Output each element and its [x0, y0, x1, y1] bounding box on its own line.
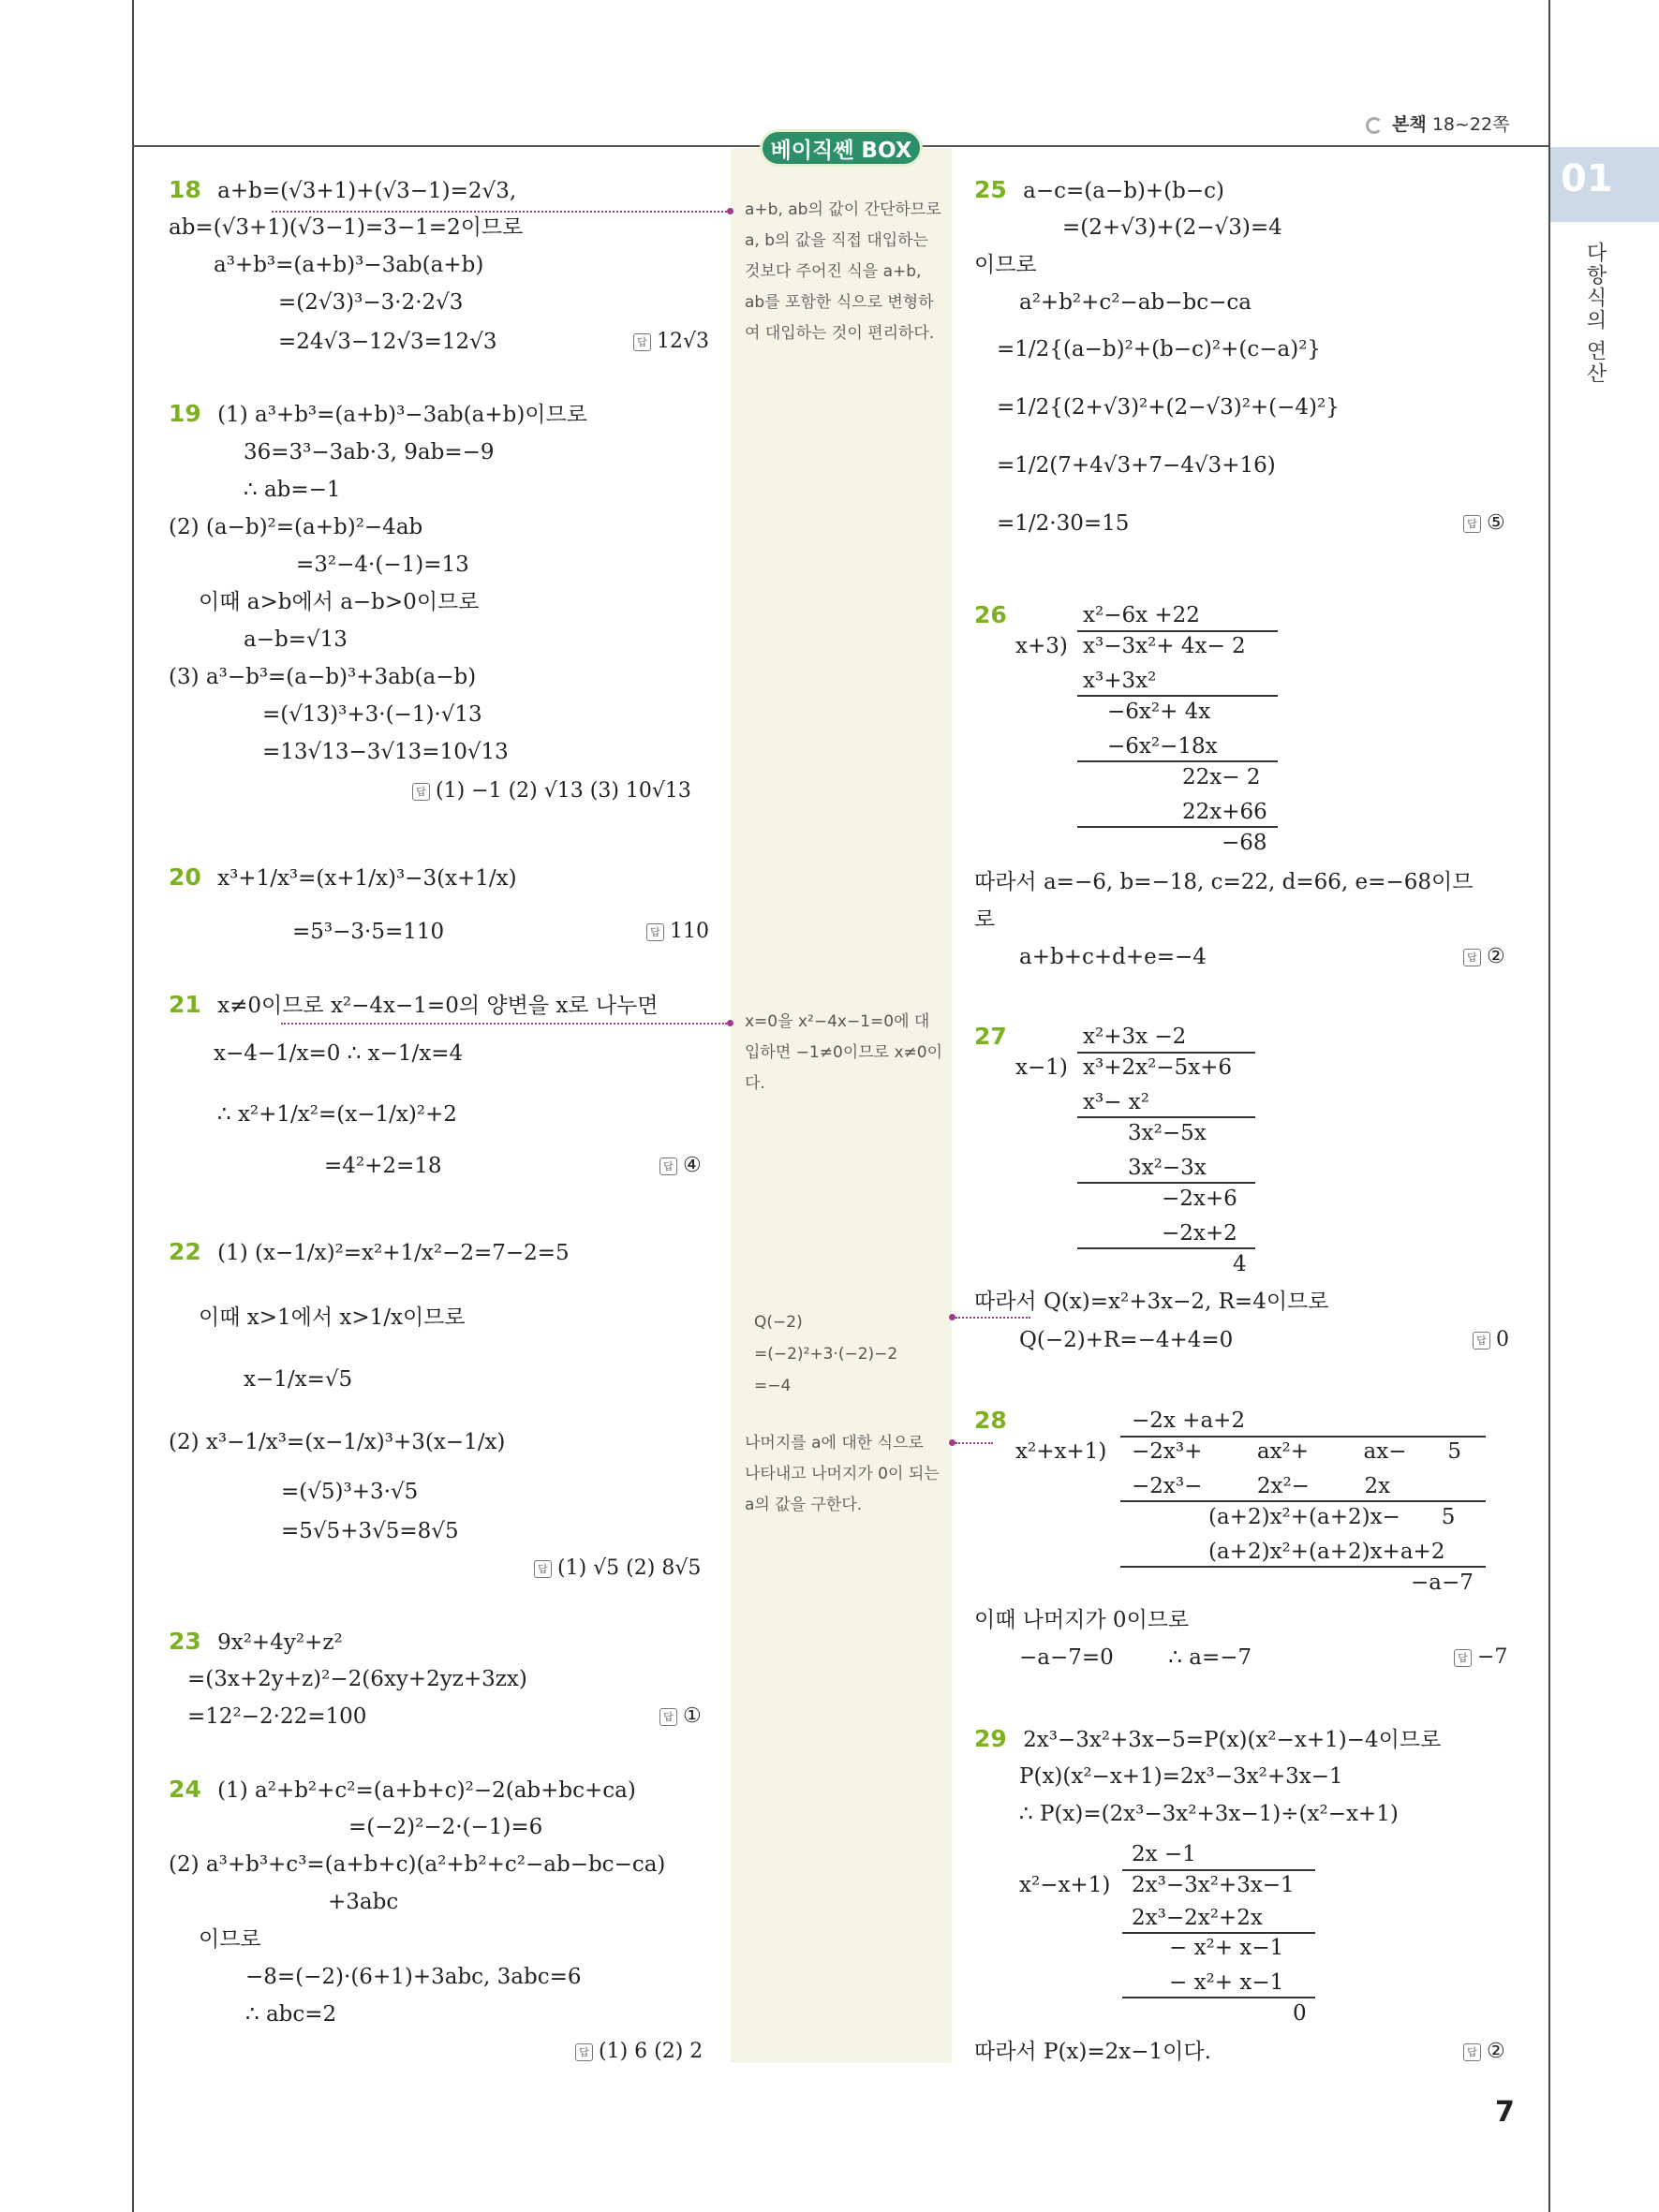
solution-line: =3²−4·(−1)=13 [296, 553, 469, 577]
division-step: −2x+2 [1162, 1221, 1237, 1246]
problem-number: 25 [974, 176, 1007, 203]
ref-pages: 18~22쪽 [1431, 114, 1510, 135]
solution-line: +3abc [328, 1890, 399, 1914]
solution-line: (1) a²+b²+c²=(a+b+c)²−2(ab+bc+ca) [217, 1778, 636, 1803]
solution-line: a−c=(a−b)+(b−c) [1023, 179, 1224, 203]
division-dividend: 2x³−3x²+3x−1 [1132, 1873, 1295, 1897]
division-remainder: −a−7 [1411, 1571, 1474, 1595]
division-step: 3x²−3x [1128, 1156, 1207, 1180]
division-quotient: x²−6x +22 [1083, 603, 1200, 627]
solution-line: =13√13−3√13=10√13 [262, 740, 509, 764]
solution-line: =(√13)³+3·(−1)·√13 [262, 702, 482, 727]
problem-number: 21 [169, 991, 201, 1018]
division-rule [1077, 1116, 1255, 1118]
division-divisor: x+3) [1015, 634, 1068, 658]
answer-icon: 답 [633, 333, 651, 351]
answer-value: 110 [670, 920, 709, 943]
divisor-text: x+3 [1015, 634, 1059, 658]
solution-line: =1/2(7+4√3+7−4√3+16) [997, 453, 1276, 478]
box-note-18: a+b, ab의 값이 간단하므로 a, b의 값을 직접 대입하는 것보다 주어진 식을 a+b, ab를 포함한 식으로 변형하여 대입하는 것이 편리하다. [745, 200, 941, 343]
division-step: (a+2)x²+(a+2)x+a+2 [1208, 1540, 1445, 1564]
answer-value: (1) 6 (2) 2 [599, 2040, 704, 2063]
solution-line: 이므로 [974, 253, 1037, 277]
page-reference [1366, 111, 1509, 136]
divisor-text: x−1 [1015, 1055, 1059, 1080]
division-step: 2x³−2x²+2x [1132, 1906, 1263, 1930]
answer-23 [659, 1703, 702, 1731]
solution-line: 2x³−3x²+3x−5=P(x)(x²−x+1)−4이므로 [1023, 1728, 1442, 1752]
division-step: −6x²+ 4x [1107, 700, 1211, 724]
answer-icon: 답 [1473, 1332, 1490, 1349]
divisor-text: x²+x+1 [1015, 1439, 1099, 1464]
problem-23 [169, 1628, 343, 1657]
division-dividend: x³+2x²−5x+6 [1083, 1055, 1233, 1080]
ref-label: 본책 [1392, 114, 1427, 135]
division-rule [1077, 1247, 1255, 1249]
solution-line: a³+b³=(a+b)³−3ab(a+b) [214, 253, 484, 277]
answer-icon: 답 [1454, 1649, 1472, 1667]
solution-line: =(3x+2y+z)²−2(6xy+2yz+3zx) [187, 1667, 527, 1691]
division-step: x³+3x² [1083, 669, 1157, 693]
division-step: 22x+66 [1182, 800, 1267, 824]
division-step: 22x− 2 [1182, 765, 1261, 789]
solution-line: =5√5+3√5=8√5 [281, 1519, 459, 1543]
answer-value: (1) √5 (2) 8√5 [557, 1556, 702, 1580]
solution-line: ∴ abc=2 [245, 2002, 337, 2027]
answer-icon: 답 [659, 1158, 677, 1175]
answer-20 [646, 918, 709, 946]
answer-28 [1454, 1644, 1507, 1672]
division-rule [1077, 1182, 1255, 1184]
answer-value: ⑤ [1487, 511, 1505, 535]
box-title: 베이직쎈 BOX [760, 129, 923, 167]
problem-number: 18 [169, 176, 201, 203]
solution-line: x−1/x=√5 [244, 1367, 353, 1392]
solution-line: (1) (x−1/x)²=x²+1/x²−2=7−2=5 [217, 1241, 570, 1265]
solution-line: P(x)(x²−x+1)=2x³−3x²+3x−1 [1019, 1764, 1343, 1789]
solution-line: 로 [974, 907, 996, 932]
refresh-icon [1366, 117, 1383, 134]
problem-27 [974, 1023, 1007, 1052]
solution-line: ∴ x²+1/x²=(x−1/x)²+2 [217, 1102, 457, 1127]
problem-22 [169, 1238, 570, 1267]
solution-line: Q(−2)+R=−4+4=0 [1019, 1328, 1234, 1352]
division-dividend: −2x³+ ax²+ ax− 5 [1132, 1439, 1461, 1464]
answer-icon: 답 [1463, 515, 1481, 533]
division-remainder: 0 [1293, 2001, 1307, 2026]
problem-number: 28 [974, 1407, 1007, 1434]
division-step: −6x²−18x [1107, 734, 1218, 759]
problem-20 [169, 863, 517, 892]
solution-line: x≠0이므로 x²−4x−1=0의 양변을 x로 나누면 [217, 994, 659, 1018]
division-quotient: 2x −1 [1132, 1842, 1196, 1866]
answer-19 [412, 777, 691, 805]
solution-line: =5³−3·5=110 [292, 920, 445, 944]
answer-22 [534, 1555, 701, 1583]
solution-line: 9x²+4y²+z² [217, 1630, 343, 1655]
division-rule [1077, 826, 1278, 828]
division-step: − x²+ x−1 [1169, 1936, 1284, 1960]
division-step: (a+2)x²+(a+2)x− 5 [1208, 1505, 1456, 1529]
problem-number: 19 [169, 400, 201, 427]
problem-24 [169, 1776, 636, 1805]
answer-value: ① [683, 1704, 702, 1728]
problem-29 [974, 1725, 1441, 1754]
problem-28 [974, 1407, 1007, 1436]
solution-line: =(2√3)³−3·2·2√3 [278, 290, 464, 315]
division-quotient: −2x +a+2 [1132, 1408, 1246, 1433]
problem-number: 22 [169, 1238, 201, 1265]
problem-21 [169, 991, 658, 1020]
solution-line: ab=(√3+1)(√3−1)=3−1=2이므로 [169, 215, 524, 240]
division-step: 3x²−5x [1128, 1121, 1207, 1145]
solution-line: =1/2·30=15 [997, 511, 1130, 536]
solution-line: =24√3−12√3=12√3 [278, 330, 497, 354]
solution-line: (3) a³−b³=(a−b)³+3ab(a−b) [169, 665, 477, 689]
connector-27 [955, 1317, 1030, 1319]
problem-number: 24 [169, 1776, 201, 1803]
solution-line: 36=3³−3ab·3, 9ab=−9 [244, 440, 495, 465]
division-remainder: 4 [1233, 1252, 1247, 1276]
solution-line: ∴ ab=−1 [244, 478, 341, 502]
solution-line: −8=(−2)·(6+1)+3abc, 3abc=6 [245, 1965, 582, 1989]
division-rule [1120, 1566, 1486, 1568]
chapter-name: 다항식의 연산 [1583, 242, 1607, 385]
answer-icon: 답 [575, 2043, 593, 2061]
problem-number: 26 [974, 601, 1007, 628]
solution-line: a−b=√13 [244, 627, 348, 652]
problem-number: 20 [169, 863, 201, 891]
answer-icon: 답 [659, 1708, 677, 1726]
solution-line: ∴ P(x)=(2x³−3x²+3x−1)÷(x²−x+1) [1019, 1802, 1399, 1826]
problem-19 [169, 400, 587, 429]
connector-18 [272, 211, 727, 213]
answer-icon: 답 [1463, 949, 1481, 966]
solution-line: =1/2{(a−b)²+(b−c)²+(c−a)²} [997, 337, 1322, 361]
answer-icon: 답 [412, 783, 430, 801]
problem-18 [169, 176, 516, 205]
answer-18 [633, 328, 709, 356]
basic-box-panel [731, 148, 952, 2063]
division-rule [1077, 695, 1278, 697]
division-remainder: −68 [1222, 831, 1267, 855]
solution-line: =(−2)²−2·(−1)=6 [348, 1815, 543, 1839]
division-step: x³− x² [1083, 1090, 1149, 1114]
answer-value: ② [1487, 945, 1505, 968]
answer-icon: 답 [534, 1560, 552, 1578]
division-rule [1122, 1997, 1315, 1998]
division-step: −2x³− 2x²− 2x [1132, 1474, 1391, 1498]
solution-line: (2) (a−b)²=(a+b)²−4ab [169, 515, 423, 539]
solution-line: 따라서 P(x)=2x−1이다. [974, 2040, 1211, 2064]
problem-number: 23 [169, 1628, 201, 1655]
division-step: − x²+ x−1 [1169, 1970, 1284, 1995]
left-border [132, 0, 134, 2212]
connector-28 [955, 1442, 993, 1444]
solution-line: =(√5)³+3·√5 [281, 1480, 419, 1504]
solution-line: (1) a³+b³=(a+b)³−3ab(a+b)이므로 [217, 403, 587, 427]
solution-line: (2) a³+b³+c³=(a+b+c)(a²+b²+c²−ab−bc−ca) [169, 1852, 666, 1877]
solution-line: a+b=(√3+1)+(√3−1)=2√3, [217, 179, 517, 203]
answer-value: −7 [1477, 1645, 1508, 1669]
solution-line: (2) x³−1/x³=(x−1/x)³+3(x−1/x) [169, 1430, 506, 1454]
page-number: 7 [1495, 2096, 1515, 2129]
division-dividend: x³−3x²+ 4x− 2 [1083, 634, 1246, 658]
answer-24 [575, 2038, 703, 2066]
solution-line: =12²−2·22=100 [187, 1704, 367, 1729]
answer-value: ② [1487, 2040, 1505, 2063]
connector-dot [727, 1020, 733, 1026]
division-quotient: x²+3x −2 [1083, 1025, 1187, 1049]
divisor-text: x²−x+1 [1019, 1873, 1103, 1897]
connector-21 [281, 1023, 727, 1025]
answer-value: (1) −1 (2) √13 (3) 10√13 [436, 779, 691, 803]
connector-dot [727, 208, 733, 214]
problem-26 [974, 601, 1007, 630]
answer-value: 12√3 [657, 330, 710, 353]
solution-line: −a−7=0 ∴ a=−7 [1019, 1645, 1252, 1670]
solution-line: 이때 나머지가 0이므로 [974, 1608, 1190, 1632]
solution-line: x³+1/x³=(x+1/x)³−3(x+1/x) [217, 866, 517, 891]
solution-line: =1/2{(2+√3)²+(2−√3)²+(−4)²} [997, 395, 1340, 420]
problem-25 [974, 176, 1224, 205]
solution-line: =(2+√3)+(2−√3)=4 [1062, 215, 1282, 240]
division-rule [1077, 760, 1278, 762]
box-note-21: x=0을 x²−4x−1=0에 대입하면 −1≠0이므로 x≠0이다. [745, 1012, 943, 1093]
division-divisor: x²+x+1) [1015, 1439, 1107, 1464]
connector-dot [949, 1314, 955, 1320]
chapter-number: 01 [1561, 157, 1613, 200]
division-divisor: x²−x+1) [1019, 1873, 1111, 1897]
answer-25 [1463, 509, 1505, 538]
answer-value: ④ [683, 1154, 702, 1177]
solution-line: 따라서 a=−6, b=−18, c=22, d=66, e=−68이므 [974, 870, 1474, 894]
solution-line: 이때 a>b에서 a−b>0이므로 [199, 590, 480, 614]
division-rule [1120, 1500, 1486, 1502]
answer-value: 0 [1496, 1328, 1509, 1351]
answer-27 [1473, 1326, 1509, 1354]
answer-icon: 답 [646, 923, 664, 941]
solution-line: 이므로 [199, 1927, 261, 1952]
answer-icon: 답 [1463, 2043, 1481, 2061]
solution-line: a²+b²+c²−ab−bc−ca [1019, 290, 1252, 315]
connector-dot [949, 1439, 955, 1446]
solution-line: 따라서 Q(x)=x²+3x−2, R=4이므로 [974, 1290, 1329, 1314]
solution-line: a+b+c+d+e=−4 [1019, 945, 1207, 969]
solution-line: 이때 x>1에서 x>1/x이므로 [199, 1305, 466, 1330]
box-note-28: 나머지를 a에 대한 식으로 나타내고 나머지가 0이 되는 a의 값을 구한다. [745, 1434, 940, 1514]
answer-29 [1463, 2038, 1505, 2066]
division-divisor: x−1) [1015, 1055, 1068, 1080]
problem-number: 29 [974, 1725, 1007, 1752]
answer-21 [659, 1152, 702, 1180]
solution-line: x−4−1/x=0 ∴ x−1/x=4 [214, 1041, 464, 1066]
box-note-27: Q(−2) =(−2)²+3·(−2)−2 =−4 [754, 1313, 898, 1395]
solution-line: =4²+2=18 [324, 1154, 442, 1178]
right-border [1548, 0, 1550, 2212]
division-step: −2x+6 [1162, 1187, 1237, 1211]
problem-number: 27 [974, 1023, 1007, 1050]
answer-26 [1463, 943, 1505, 971]
